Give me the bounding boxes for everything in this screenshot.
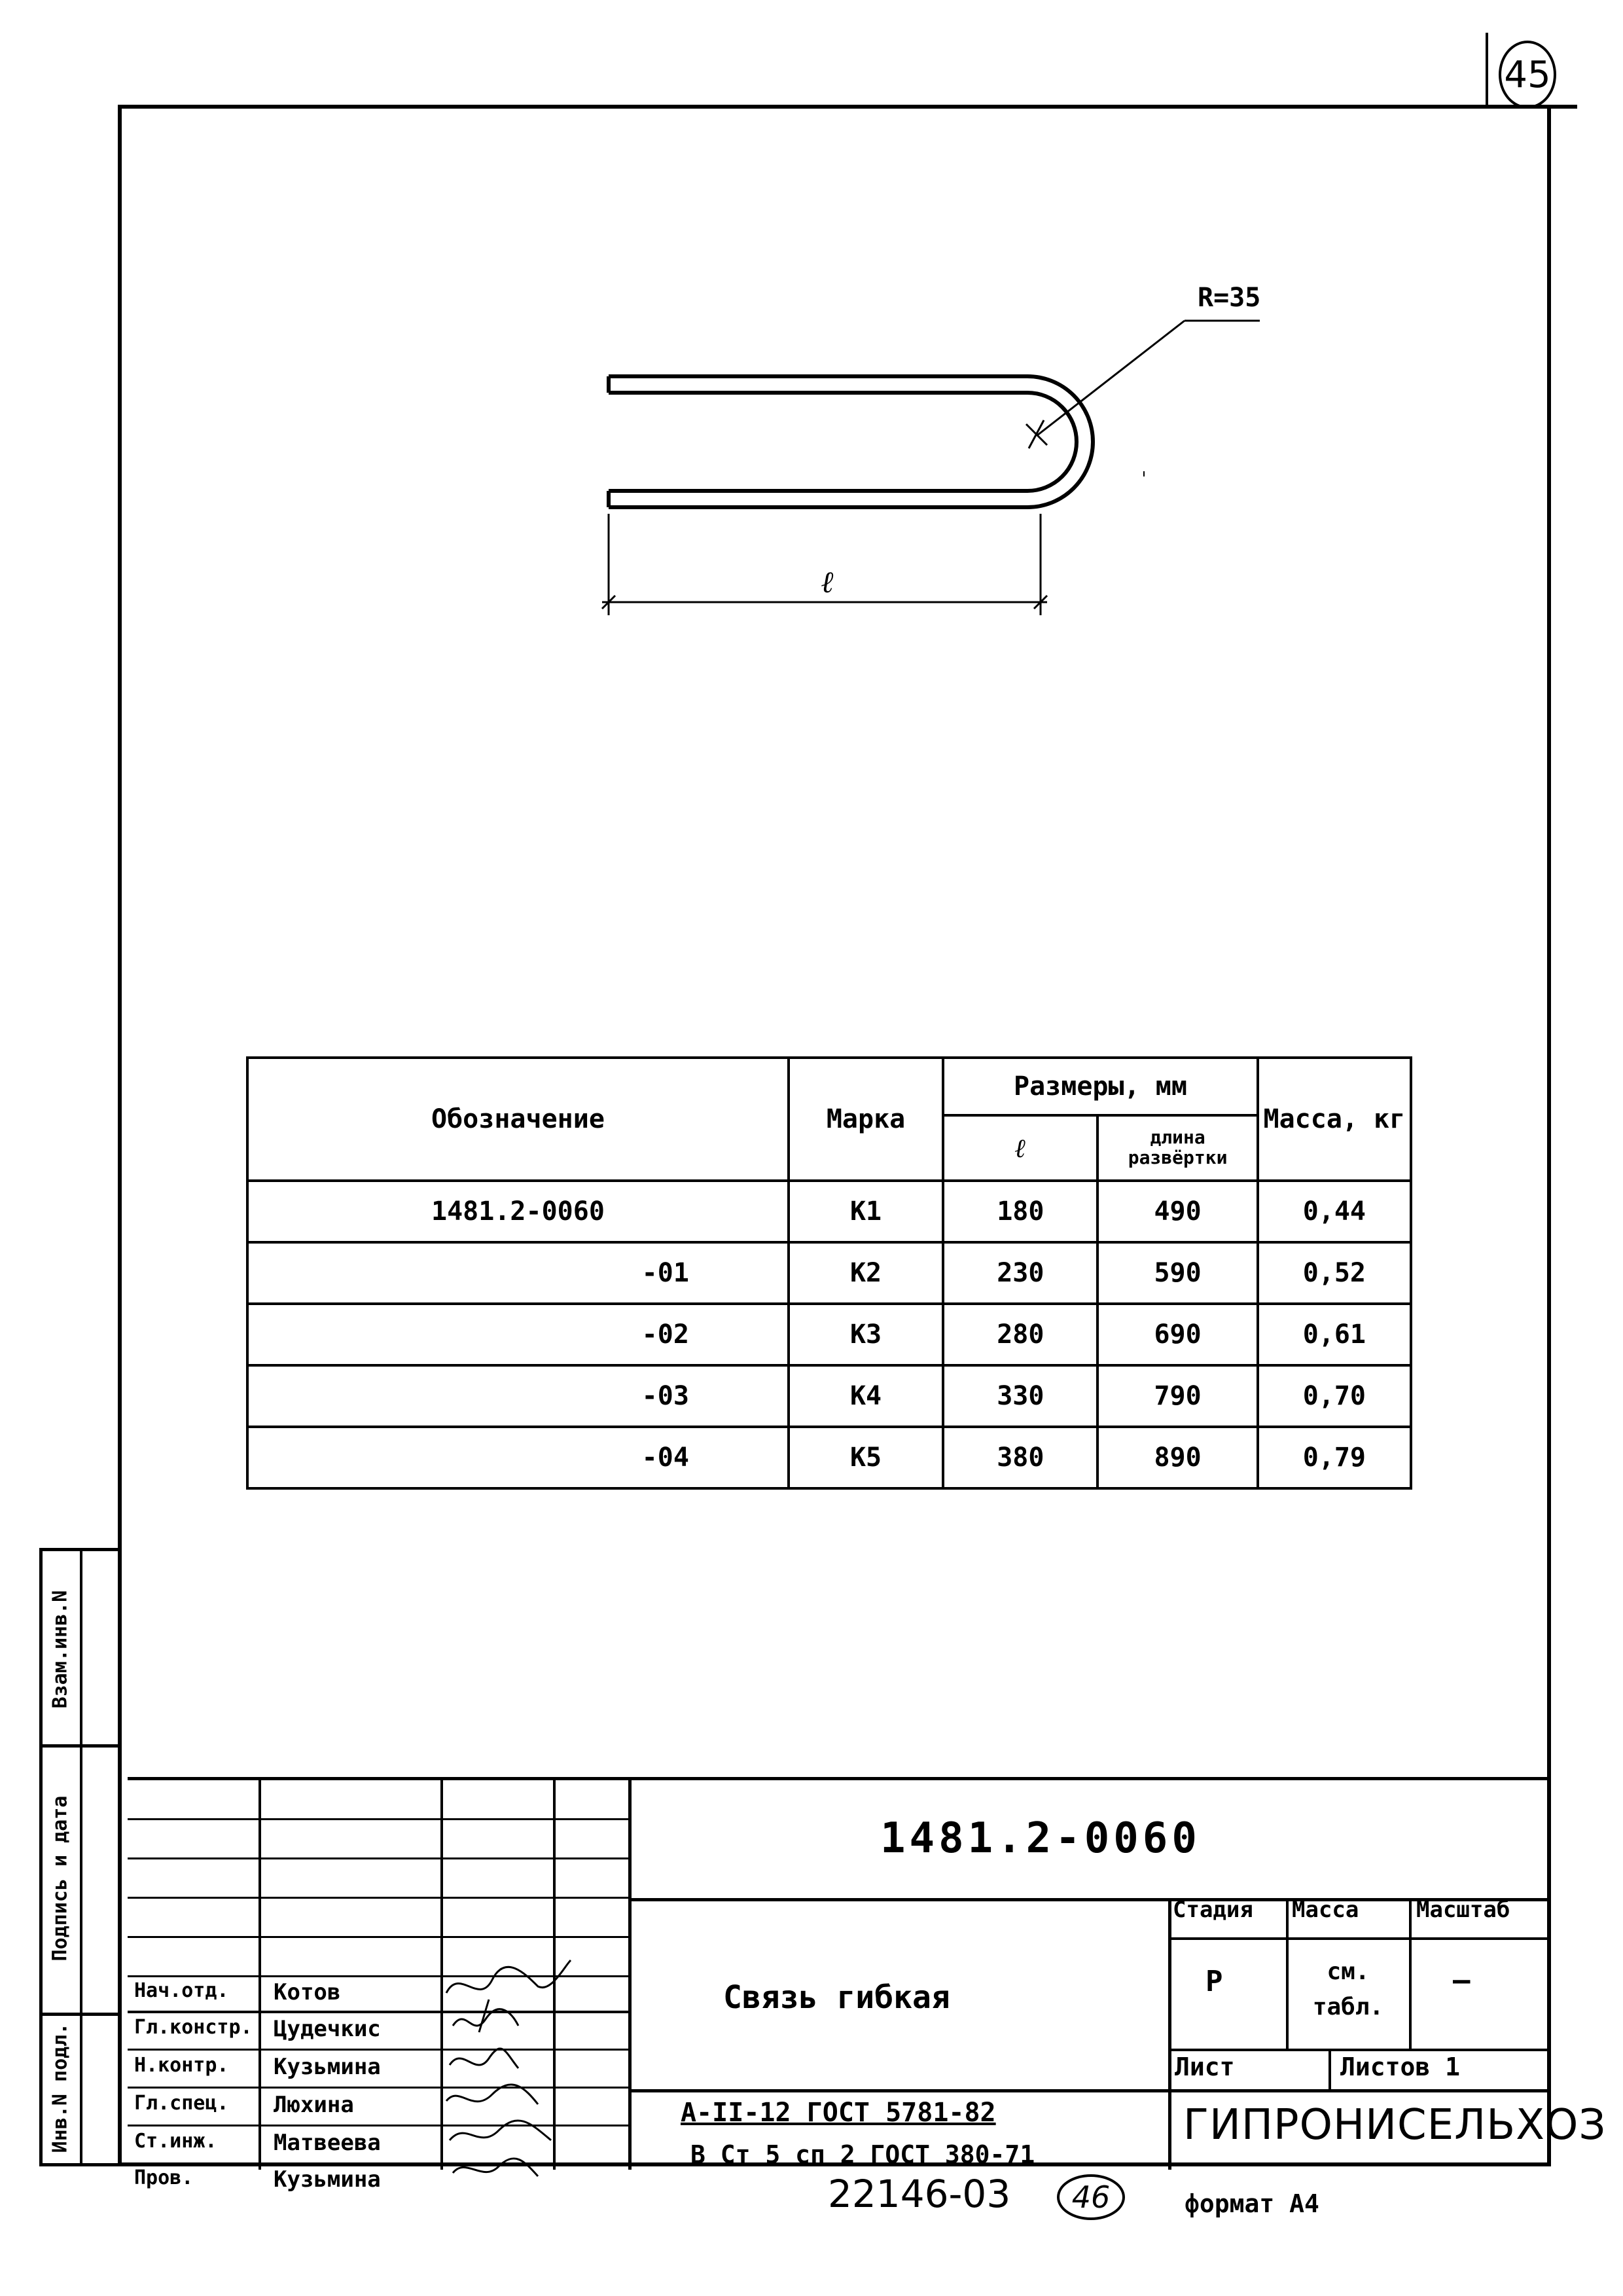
- radius-leader: [1037, 321, 1185, 435]
- sheet-label: Лист: [1175, 2053, 1235, 2081]
- mass-value: см. табл.: [1312, 1958, 1384, 2020]
- header-unfold-length: длина развёртки: [1097, 1115, 1257, 1181]
- center-mark-b: [1029, 420, 1044, 448]
- row-unfold: 690: [1097, 1304, 1257, 1365]
- format-label: формат А4: [1185, 2189, 1319, 2218]
- person-name: Кузьмина: [274, 2166, 381, 2193]
- circled-number: 46: [1057, 2174, 1125, 2220]
- row-unfold: 590: [1097, 1242, 1257, 1304]
- signature-4: [446, 2085, 538, 2104]
- scale-value: —: [1453, 1964, 1471, 1997]
- person-name: Матвеева: [274, 2130, 381, 2156]
- role-label: Н.контр.: [134, 2054, 229, 2077]
- header-designation: Обозначение: [247, 1058, 789, 1181]
- row-mark: К1: [789, 1181, 943, 1242]
- row-unfold: 490: [1097, 1181, 1257, 1242]
- row-designation: 1481.2-0060: [247, 1181, 789, 1242]
- row-mark: К5: [789, 1427, 943, 1488]
- side-stamp-vzam: Взам.инв.N: [48, 1590, 72, 1709]
- role-label: Пров.: [134, 2166, 194, 2189]
- role-label: Ст.инж.: [134, 2130, 217, 2153]
- row-l: 230: [943, 1242, 1097, 1304]
- hairpin-drawing: [576, 275, 1309, 641]
- header-mass: Масса, кг: [1258, 1058, 1411, 1181]
- row-designation: -04: [247, 1427, 789, 1488]
- row-mass: 0,52: [1258, 1242, 1411, 1304]
- row-mark: К2: [789, 1242, 943, 1304]
- row-l: 180: [943, 1181, 1097, 1242]
- table-row: [247, 1181, 1411, 1242]
- page-number-circle: [1499, 41, 1556, 109]
- material-line-2: В Ст 5 сп 2 ГОСТ 380-71: [690, 2140, 1035, 2169]
- header-dimensions: Размеры, мм: [943, 1058, 1258, 1115]
- header-l: ℓ: [943, 1115, 1097, 1181]
- row-l: 330: [943, 1365, 1097, 1427]
- radius-label: R=35: [1198, 283, 1261, 313]
- row-mass: 0,70: [1258, 1365, 1411, 1427]
- signature-3: [450, 2049, 518, 2068]
- archive-number: 22146-03: [828, 2172, 1011, 2216]
- signature-6: [453, 2159, 538, 2176]
- stage-value: Р: [1205, 1965, 1223, 1998]
- organization: ГИПРОНИСЕЛЬХОЗ: [1183, 2101, 1607, 2149]
- person-name: Котов: [274, 1979, 341, 2005]
- side-stamp-sep-1: [39, 1744, 122, 1748]
- row-l: 280: [943, 1304, 1097, 1365]
- side-stamp-sep-2: [39, 2013, 122, 2016]
- row-mass: 0,79: [1258, 1427, 1411, 1488]
- table-row: [247, 1365, 1411, 1427]
- doc-name: Связь гибкая: [723, 1979, 950, 2016]
- row-unfold: 890: [1097, 1427, 1257, 1488]
- frame-top-extension: [118, 105, 1577, 109]
- hairpin-outer-contour: [609, 376, 1093, 507]
- row-mass: 0,44: [1258, 1181, 1411, 1242]
- scale-label: Масштаб: [1416, 1897, 1510, 1923]
- signatures: [440, 1954, 577, 2189]
- side-stamp-podpis: Подпись и дата: [48, 1795, 72, 1962]
- person-name: Кузьмина: [274, 2054, 381, 2080]
- row-designation: -01: [247, 1242, 789, 1304]
- header-mark: Марка: [789, 1058, 943, 1181]
- row-designation: -03: [247, 1365, 789, 1427]
- page-number: 45: [1504, 53, 1551, 96]
- role-label: Гл.констр.: [134, 2016, 253, 2039]
- side-stamp-inv: Инв.N подл.: [48, 2022, 72, 2153]
- hairpin-inner-contour: [609, 393, 1077, 491]
- row-mass: 0,61: [1258, 1304, 1411, 1365]
- spec-table: [246, 1056, 1412, 1490]
- table-row: [247, 1242, 1411, 1304]
- signature-5: [450, 2121, 551, 2140]
- role-label: Гл.спец.: [134, 2092, 229, 2115]
- row-mark: К4: [789, 1365, 943, 1427]
- row-unfold: 790: [1097, 1365, 1257, 1427]
- row-designation: -02: [247, 1304, 789, 1365]
- mass-label: Масса: [1292, 1897, 1359, 1923]
- row-mark: К3: [789, 1304, 943, 1365]
- signature-2: [453, 2000, 518, 2032]
- length-label: ℓ: [821, 564, 834, 600]
- side-stamp-divider: [80, 1548, 82, 2166]
- stage-label: Стадия: [1173, 1897, 1253, 1923]
- doc-code: 1481.2-0060: [880, 1814, 1201, 1863]
- person-name: Цудечкис: [274, 2016, 381, 2042]
- sheets-label: Листов 1: [1340, 2053, 1461, 2081]
- role-label: Нач.отд.: [134, 1979, 229, 2002]
- table-row: [247, 1427, 1411, 1488]
- row-l: 380: [943, 1427, 1097, 1488]
- table-row: [247, 1304, 1411, 1365]
- signature-1: [446, 1960, 571, 1993]
- person-name: Люхина: [274, 2092, 354, 2118]
- material-line-1: А-II-12 ГОСТ 5781-82: [681, 2098, 996, 2128]
- page-number-divider: [1486, 33, 1488, 106]
